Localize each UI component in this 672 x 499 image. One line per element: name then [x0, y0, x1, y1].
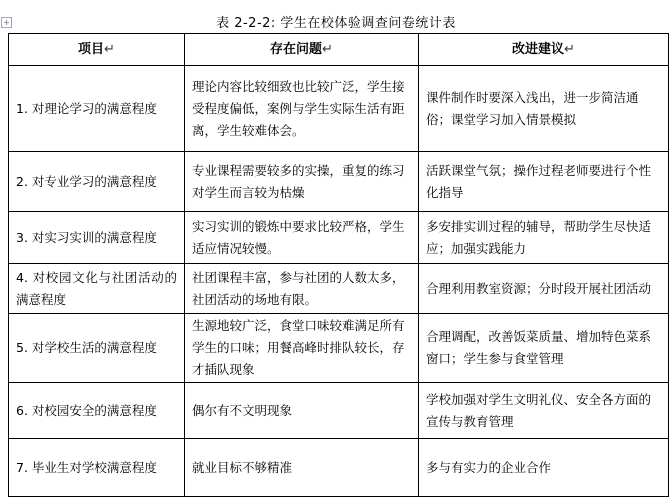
table-cell-problem: 理论内容比较细致也比较广泛，学生接受程度偏低，案例与学生实际生活有距离，学生较难体会。 — [185, 66, 419, 152]
table-cell-item: 1. 对理论学习的满意程度 — [9, 66, 185, 152]
table-cell-suggestion: 学校加强对学生文明礼仪、安全各方面的宣传与教育管理 — [419, 383, 669, 439]
table-cell-problem: 就业目标不够精准 — [185, 439, 419, 497]
table-cell-item: 4. 对校园文化与社团活动的满意程度 — [9, 264, 185, 314]
table-cell-problem: 实习实训的锻炼中要求比较严格，学生适应情况较慢。 — [185, 212, 419, 264]
table-cell-problem: 社团课程丰富，参与社团的人数太多，社团活动的场地有限。 — [185, 264, 419, 314]
table-cell-item: 5. 对学校生活的满意程度 — [9, 314, 185, 383]
table-cell-suggestion: 多安排实训过程的辅导，帮助学生尽快适应；加强实践能力 — [419, 212, 669, 264]
table-cell-item: 7. 毕业生对学校满意程度 — [9, 439, 185, 497]
table-cell-problem: 专业课程需要较多的实操，重复的练习对学生而言较为枯燥 — [185, 152, 419, 212]
table-cell-suggestion: 多与有实力的企业合作 — [419, 439, 669, 497]
table-move-handle-icon[interactable]: + — [1, 17, 12, 28]
survey-table — [8, 33, 669, 497]
table-cell-item: 2. 对专业学习的满意程度 — [9, 152, 185, 212]
table-title: 表 2-2-2: 学生在校体验调查问卷统计表 — [216, 16, 456, 31]
table-cell-item: 6. 对校园安全的满意程度 — [9, 383, 185, 439]
header-item: 项目↵ — [9, 34, 185, 66]
table-cell-item: 3. 对实习实训的满意程度 — [9, 212, 185, 264]
table-cell-problem: 偶尔有不文明现象 — [185, 383, 419, 439]
table-cell-suggestion: 合理利用教室资源；分时段开展社团活动 — [419, 264, 669, 314]
header-problem: 存在问题↵ — [185, 34, 419, 66]
table-cell-problem: 生源地较广泛，食堂口味较难满足所有学生的口味；用餐高峰时排队较长，存才插队现象 — [185, 314, 419, 383]
header-suggestion: 改进建议↵ — [419, 34, 669, 66]
table-cell-suggestion: 课件制作时要深入浅出，进一步简洁通俗；课堂学习加入情景模拟 — [419, 66, 669, 152]
table-cell-suggestion: 合理调配，改善饭菜质量、增加特色菜系窗口；学生参与食堂管理 — [419, 314, 669, 383]
table-cell-suggestion: 活跃课堂气氛；操作过程老师要进行个性化指导 — [419, 152, 669, 212]
